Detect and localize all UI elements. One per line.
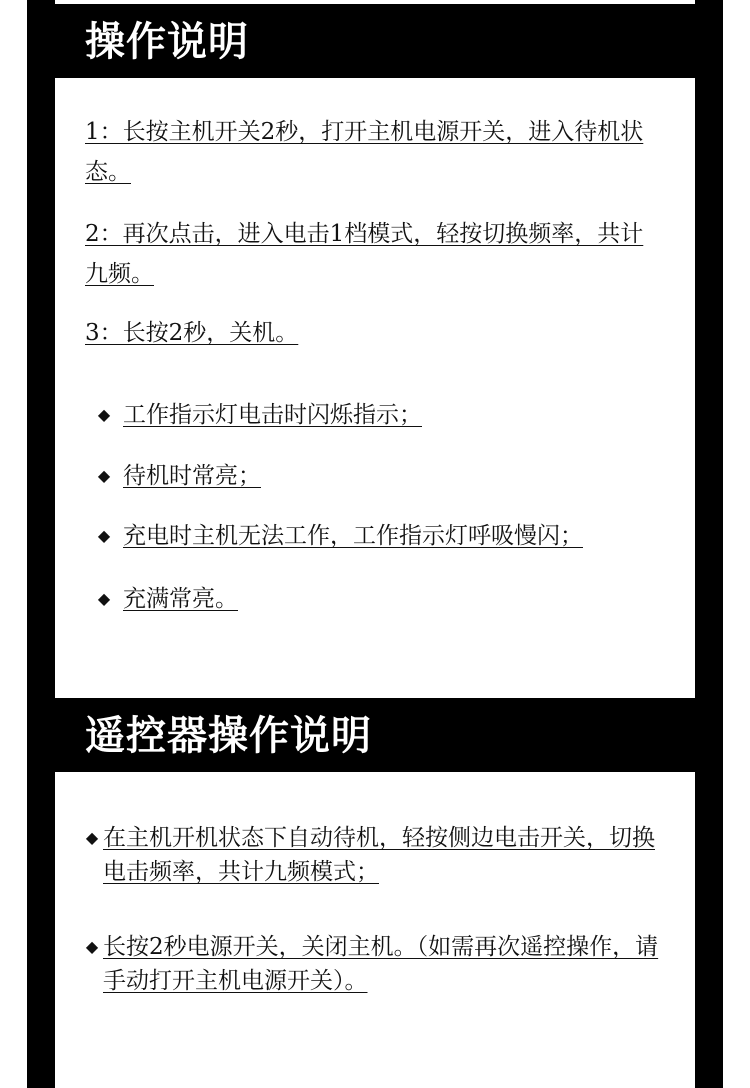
diamond-bullet-icon: ◆: [85, 828, 99, 847]
indicator-note-3: [85, 516, 665, 556]
indicator-note-text: 充电时主机无法工作，工作指示灯呼吸慢闪；: [123, 523, 583, 549]
section-header-remote: [55, 698, 695, 772]
remote-instruction-1: [83, 821, 673, 889]
indicator-note-text: 充满常亮。: [123, 586, 238, 612]
left-border-strip: [0, 0, 27, 1088]
step-2: 2：再次点击，进入电击1档模式，轻按切换频率，共计九频。: [85, 221, 644, 287]
indicator-note-text: 工作指示灯电击时闪烁指示；: [123, 402, 422, 428]
indicator-note-text: 待机时常亮；: [123, 463, 261, 489]
section-header-operation: [55, 4, 695, 78]
diamond-bullet-icon: ◆: [97, 589, 111, 608]
diamond-bullet-icon: ◆: [97, 466, 111, 485]
right-border-strip: [723, 0, 750, 1088]
diamond-bullet-icon: ◆: [97, 526, 111, 545]
diamond-bullet-icon: ◆: [97, 405, 111, 424]
diamond-bullet-icon: ◆: [85, 937, 99, 956]
step-3: 3：长按2秒，关机。: [85, 320, 299, 346]
step-1: 1：长按主机开关2秒，打开主机电源开关，进入待机状态。: [85, 119, 644, 185]
remote-instruction-text: 在主机开机状态下自动待机，轻按侧边电击开关，切换电击频率，共计九频模式；: [103, 825, 655, 885]
indicator-note-1: [85, 395, 665, 435]
indicator-note-2: [85, 456, 665, 496]
remote-instruction-text: 长按2秒电源开关，关闭主机。（如需再次遥控操作，请手动打开主机电源开关）。: [103, 934, 659, 994]
remote-instruction-2: [83, 930, 673, 998]
instruction-page: [55, 0, 695, 1088]
section-title-operation: 操作说明: [85, 19, 249, 65]
section-title-remote: 遥控器操作说明: [85, 713, 372, 759]
indicator-note-4: [85, 579, 665, 619]
